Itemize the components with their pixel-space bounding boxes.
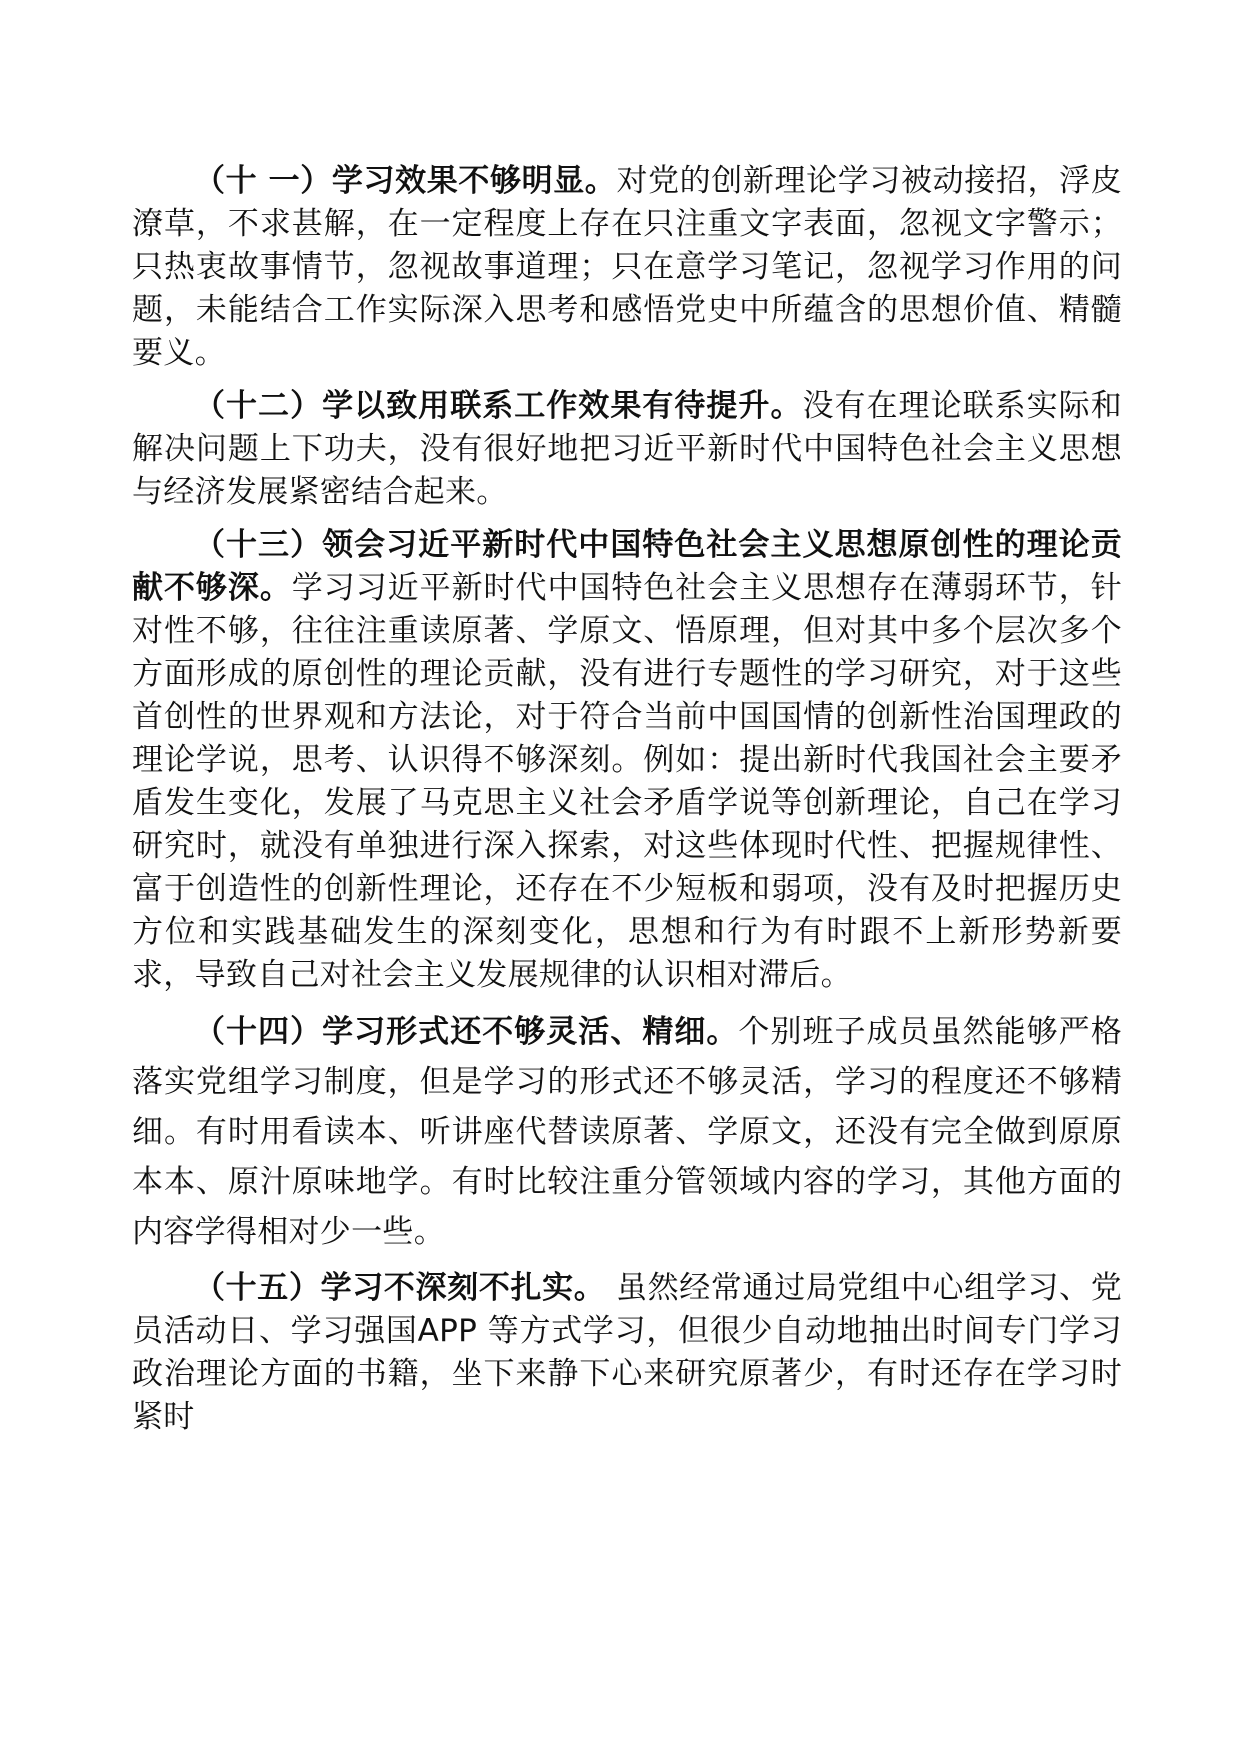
- paragraph-14-heading: （十四）学习形式还不够灵活、精细。: [194, 1014, 739, 1050]
- paragraph-12-text: 没有在理论联系实际和解决问题上下功夫，没有很好地把习近平新时代中国特色社会主义思想与经济发展紧密结合起来。: [132, 388, 1123, 510]
- paragraph-14-text: 个别班子成员虽然能够严格落实党组学习制度，但是学习的形式还不够灵活，学习的程度还不够精细。有时用看读本、听讲座代替读原著、学原文，还没有完全做到原原本本、原汁原味地学。有时比较注重分管领域内容的学习，其他方面的内容学得相对少一些。: [132, 1014, 1122, 1250]
- paragraph-13-heading: （十三）领会习近平新时代中国特色社会主义思想原创性的理论贡献不够深。: [132, 527, 1122, 606]
- paragraph-15-text: 虽然经常通过局党组中心组学习、党员活动日、学习强国APP 等方式学习，但很少自动地抽出时间专门学习政治理论方面的书籍，坐下来静下心来研究原著少，有时还存在学习时紧时: [132, 1270, 1123, 1435]
- paragraph-15-heading: （十五）学习不深刻不扎实。: [194, 1270, 606, 1306]
- document-body: [132, 160, 1122, 1449]
- paragraph-13-text: 学习习近平新时代中国特色社会主义思想存在薄弱环节，针对性不够，往往注重读原著、学原文、悟原理，但对其中多个层次多个方面形成的原创性的理论贡献，没有进行专题性的学习研究，对于这些首创性的世界观和方法论，对于符合当前中国国情的创新性治国理政的理论学说，思考、认识得不够深刻。例如：提出新时代我国社会主要矛盾发生变化，发展了马克思主义社会矛盾学说等创新理论，自己在学习研究时，就没有单独进行深入探索，对这些体现时代性、把握规律性、富于创造性的创新性理论，还存在不少短板和弱项，没有及时把握历史方位和实践基础发生的深刻变化，思想和行为有时跟不上新形势新要求，导致自己对社会主义发展规律的认识相对滞后。: [132, 570, 1123, 993]
- paragraph-12: [132, 385, 1122, 514]
- paragraph-14: [132, 1007, 1122, 1257]
- paragraph-12-heading: （十二）学以致用联系工作效果有待提升。: [194, 388, 803, 424]
- paragraph-13: [132, 524, 1122, 997]
- paragraph-11-heading: （十 一）学习效果不够明显。: [194, 163, 617, 199]
- paragraph-15: [132, 1267, 1122, 1439]
- paragraph-11: [132, 160, 1122, 375]
- paragraph-11-text: 对党的创新理论学习被动接招，浮皮潦草，不求甚解，在一定程度上存在只注重文字表面，忽视文字警示；只热衷故事情节，忽视故事道理；只在意学习笔记，忽视学习作用的问题，未能结合工作实际深入思考和感悟党史中所蕴含的思想价值、精髓要义。: [132, 163, 1122, 371]
